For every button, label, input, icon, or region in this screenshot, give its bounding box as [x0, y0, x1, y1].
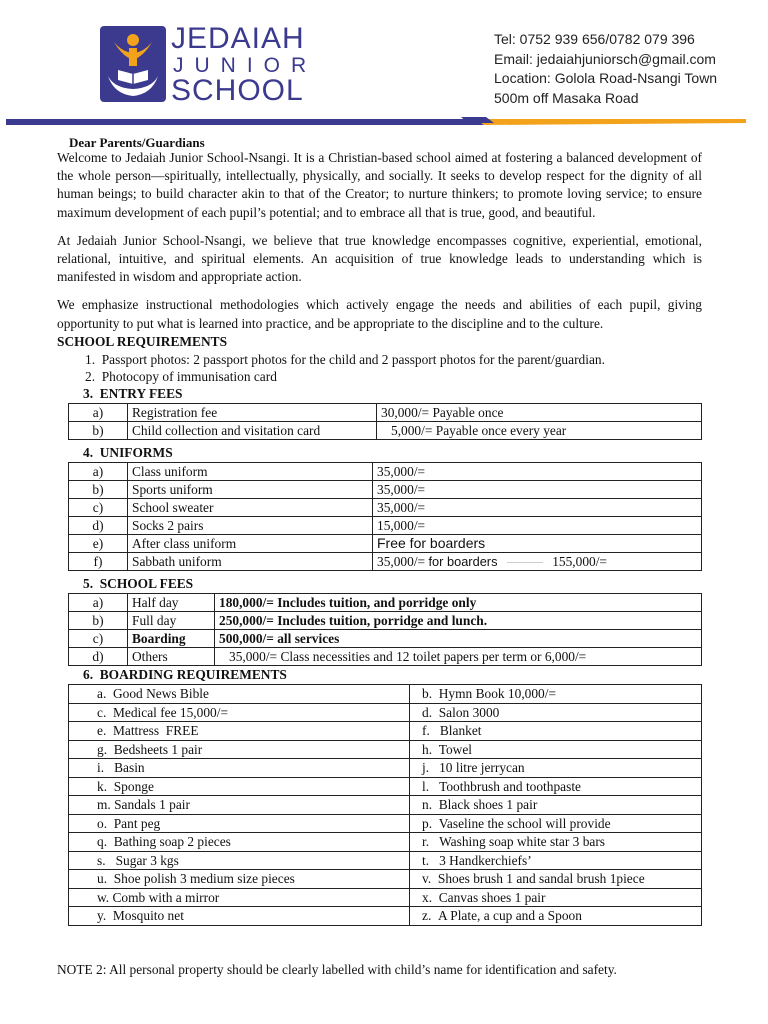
boarding-item-right: j. 10 litre jerrycan [410, 759, 702, 778]
table-row [69, 630, 702, 648]
note-text: NOTE 2: All personal property should be clearly labelled with child’s name for identification and safety. [57, 962, 617, 977]
school-fees-title: 5. SCHOOL FEES [83, 576, 194, 592]
boarding-item-left: u. Shoe polish 3 medium size pieces [69, 870, 410, 889]
boarding-item-left: k. Sponge [69, 777, 410, 796]
boarding-item-left: g. Bedsheets 1 pair [69, 740, 410, 759]
table-row [69, 535, 702, 553]
boarding-item-right: d. Salon 3000 [410, 703, 702, 722]
requirements-title: SCHOOL REQUIREMENTS [57, 333, 228, 349]
boarding-item-right: h. Towel [410, 740, 702, 759]
row-item: Sports uniform [128, 481, 373, 499]
divider [507, 562, 543, 563]
row-letter: b) [69, 481, 128, 499]
row-item: Class uniform [128, 463, 373, 481]
row-value: Free for boarders [373, 535, 702, 553]
uniforms-table [68, 462, 702, 571]
boarding-item-right: r. Washing soap white star 3 bars [410, 833, 702, 852]
boarding-item-right: x. Canvas shoes 1 pair [410, 888, 702, 907]
salutation: Dear Parents/Guardians [69, 135, 205, 150]
row-item: Full day [128, 612, 215, 630]
row-letter: b) [69, 612, 128, 630]
table-row [69, 870, 702, 889]
table-row [69, 499, 702, 517]
table-row [69, 833, 702, 852]
row-value: 500,000/= all services [215, 630, 702, 648]
row-item: Child collection and visitation card [128, 422, 377, 440]
value-note: for boarders [428, 554, 498, 570]
boarding-item-right: f. Blanket [410, 722, 702, 741]
entry-fees-table [68, 403, 702, 440]
contact-direction: 500m off Masaka Road [494, 89, 639, 106]
school-logo-icon [100, 26, 166, 102]
boarding-item-right: p. Vaseline the school will provide [410, 814, 702, 833]
paragraph-welcome: Welcome to Jedaiah Junior School-Nsangi. It is a Christian-based school aimed at fostering a balanced development of the whole person—spiritually, intellectually, physically, and socially. It seeks to develop respect for the dignity of all human beings; to build character akin to that of the Creator; to nurture thinkers; to promote loving service; to ensure maximum development of each pupil’s potential; and to embrace all that is true, good, and beautiful. [57, 150, 702, 220]
boarding-item-left: s. Sugar 3 kgs [69, 851, 410, 870]
boarding-item-right: l. Toothbrush and toothpaste [410, 777, 702, 796]
table-row [69, 851, 702, 870]
boarding-item-right: v. Shoes brush 1 and sandal brush 1piece [410, 870, 702, 889]
table-row [69, 703, 702, 722]
table-row [69, 814, 702, 833]
row-item: Others [128, 648, 215, 666]
table-row [69, 463, 702, 481]
table-row [69, 740, 702, 759]
row-letter: d) [69, 648, 128, 666]
boarding-item-left: e. Mattress FREE [69, 722, 410, 741]
table-row [69, 517, 702, 535]
row-value: 30,000/= Payable once [377, 404, 702, 422]
school-fees-table [68, 593, 702, 666]
header-divider-stripe [6, 117, 746, 125]
table-row [69, 553, 702, 571]
boarding-table [68, 684, 702, 926]
paragraph-methodology: We emphasize instructional methodologies which actively engage the needs and abilities of each pupil, giving opportunity to put what is learned into practice, and be appropriate to the discipline and to the culture. [57, 297, 702, 331]
school-wordmark [171, 24, 317, 106]
requirements-list [57, 351, 702, 385]
boarding-title: 6. BOARDING REQUIREMENTS [83, 667, 287, 683]
row-item: Sabbath uniform [128, 553, 373, 571]
table-row [69, 648, 702, 666]
table-row [69, 759, 702, 778]
boarding-item-left: o. Pant peg [69, 814, 410, 833]
list-item: 2. Photocopy of immunisation card [85, 369, 277, 385]
row-letter: a) [69, 463, 128, 481]
table-row [69, 796, 702, 815]
boarding-item-right: n. Black shoes 1 pair [410, 796, 702, 815]
wordmark-line1: JEDAIAH [171, 22, 305, 55]
wordmark-line2: JUNIOR [173, 54, 318, 77]
row-letter: b) [69, 422, 128, 440]
boarding-item-left: m. Sandals 1 pair [69, 796, 410, 815]
table-row [69, 404, 702, 422]
table-row [69, 888, 702, 907]
letterhead [0, 0, 768, 128]
list-item: 1. Passport photos: 2 passport photos for the child and 2 passport photos for the parent/guardian. [85, 352, 605, 368]
boarding-item-left: c. Medical fee 15,000/= [69, 703, 410, 722]
value-extra: 155,000/= [552, 554, 607, 570]
row-value: 35,000/= [373, 481, 702, 499]
boarding-item-right: b. Hymn Book 10,000/= [410, 685, 702, 704]
boarding-item-right: z. A Plate, a cup and a Spoon [410, 907, 702, 926]
row-item: Registration fee [128, 404, 377, 422]
table-row [69, 612, 702, 630]
boarding-item-right: t. 3 Handkerchiefs’ [410, 851, 702, 870]
row-item: After class uniform [128, 535, 373, 553]
paragraph-knowledge: At Jedaiah Junior School-Nsangi, we believe that true knowledge encompasses cognitive, experiential, emotional, relational, intuitive, and spiritual elements. An acquisition of true knowledge leads to understanding which is manifested in wisdom and appropriate action. [57, 232, 702, 285]
contact-block [494, 30, 717, 108]
row-item: Socks 2 pairs [128, 517, 373, 535]
row-letter: f) [69, 553, 128, 571]
row-item: Boarding [128, 630, 215, 648]
table-row [69, 481, 702, 499]
row-value: 35,000/= Class necessities and 12 toilet papers per term or 6,000/= [215, 648, 702, 666]
row-value: 250,000/= Includes tuition, porridge and lunch. [215, 612, 702, 630]
contact-email: Email: jedaiahjuniorsch@gmail.com [494, 50, 716, 67]
row-item: School sweater [128, 499, 373, 517]
boarding-item-left: y. Mosquito net [69, 907, 410, 926]
row-value: 35,000/= [373, 463, 702, 481]
row-letter: d) [69, 517, 128, 535]
uniforms-title: 4. UNIFORMS [83, 445, 173, 461]
row-value: 5,000/= Payable once every year [377, 422, 702, 440]
boarding-item-left: a. Good News Bible [69, 685, 410, 704]
table-row [69, 422, 702, 440]
row-letter: a) [69, 594, 128, 612]
row-value [373, 553, 702, 571]
row-value: 180,000/= Includes tuition, and porridge only [215, 594, 702, 612]
entry-fees-title: 3. ENTRY FEES [83, 386, 183, 402]
boarding-item-left: q. Bathing soap 2 pieces [69, 833, 410, 852]
table-row [69, 907, 702, 926]
boarding-item-left: i. Basin [69, 759, 410, 778]
row-letter: e) [69, 535, 128, 553]
row-letter: c) [69, 630, 128, 648]
boarding-item-left: w. Comb with a mirror [69, 888, 410, 907]
contact-location: Location: Golola Road-Nsangi Town [494, 70, 718, 86]
row-letter: a) [69, 404, 128, 422]
table-row [69, 685, 702, 704]
value-amount: 35,000/= [377, 554, 426, 570]
letter-body [57, 136, 702, 926]
row-letter: c) [69, 499, 128, 517]
row-value: 35,000/= [373, 499, 702, 517]
table-row [69, 722, 702, 741]
row-value: 15,000/= [373, 517, 702, 535]
row-item: Half day [128, 594, 215, 612]
wordmark-line3: SCHOOL [171, 74, 304, 107]
table-row [69, 777, 702, 796]
contact-phone: Tel: 0752 939 656/0782 079 396 [494, 31, 695, 47]
table-row [69, 594, 702, 612]
